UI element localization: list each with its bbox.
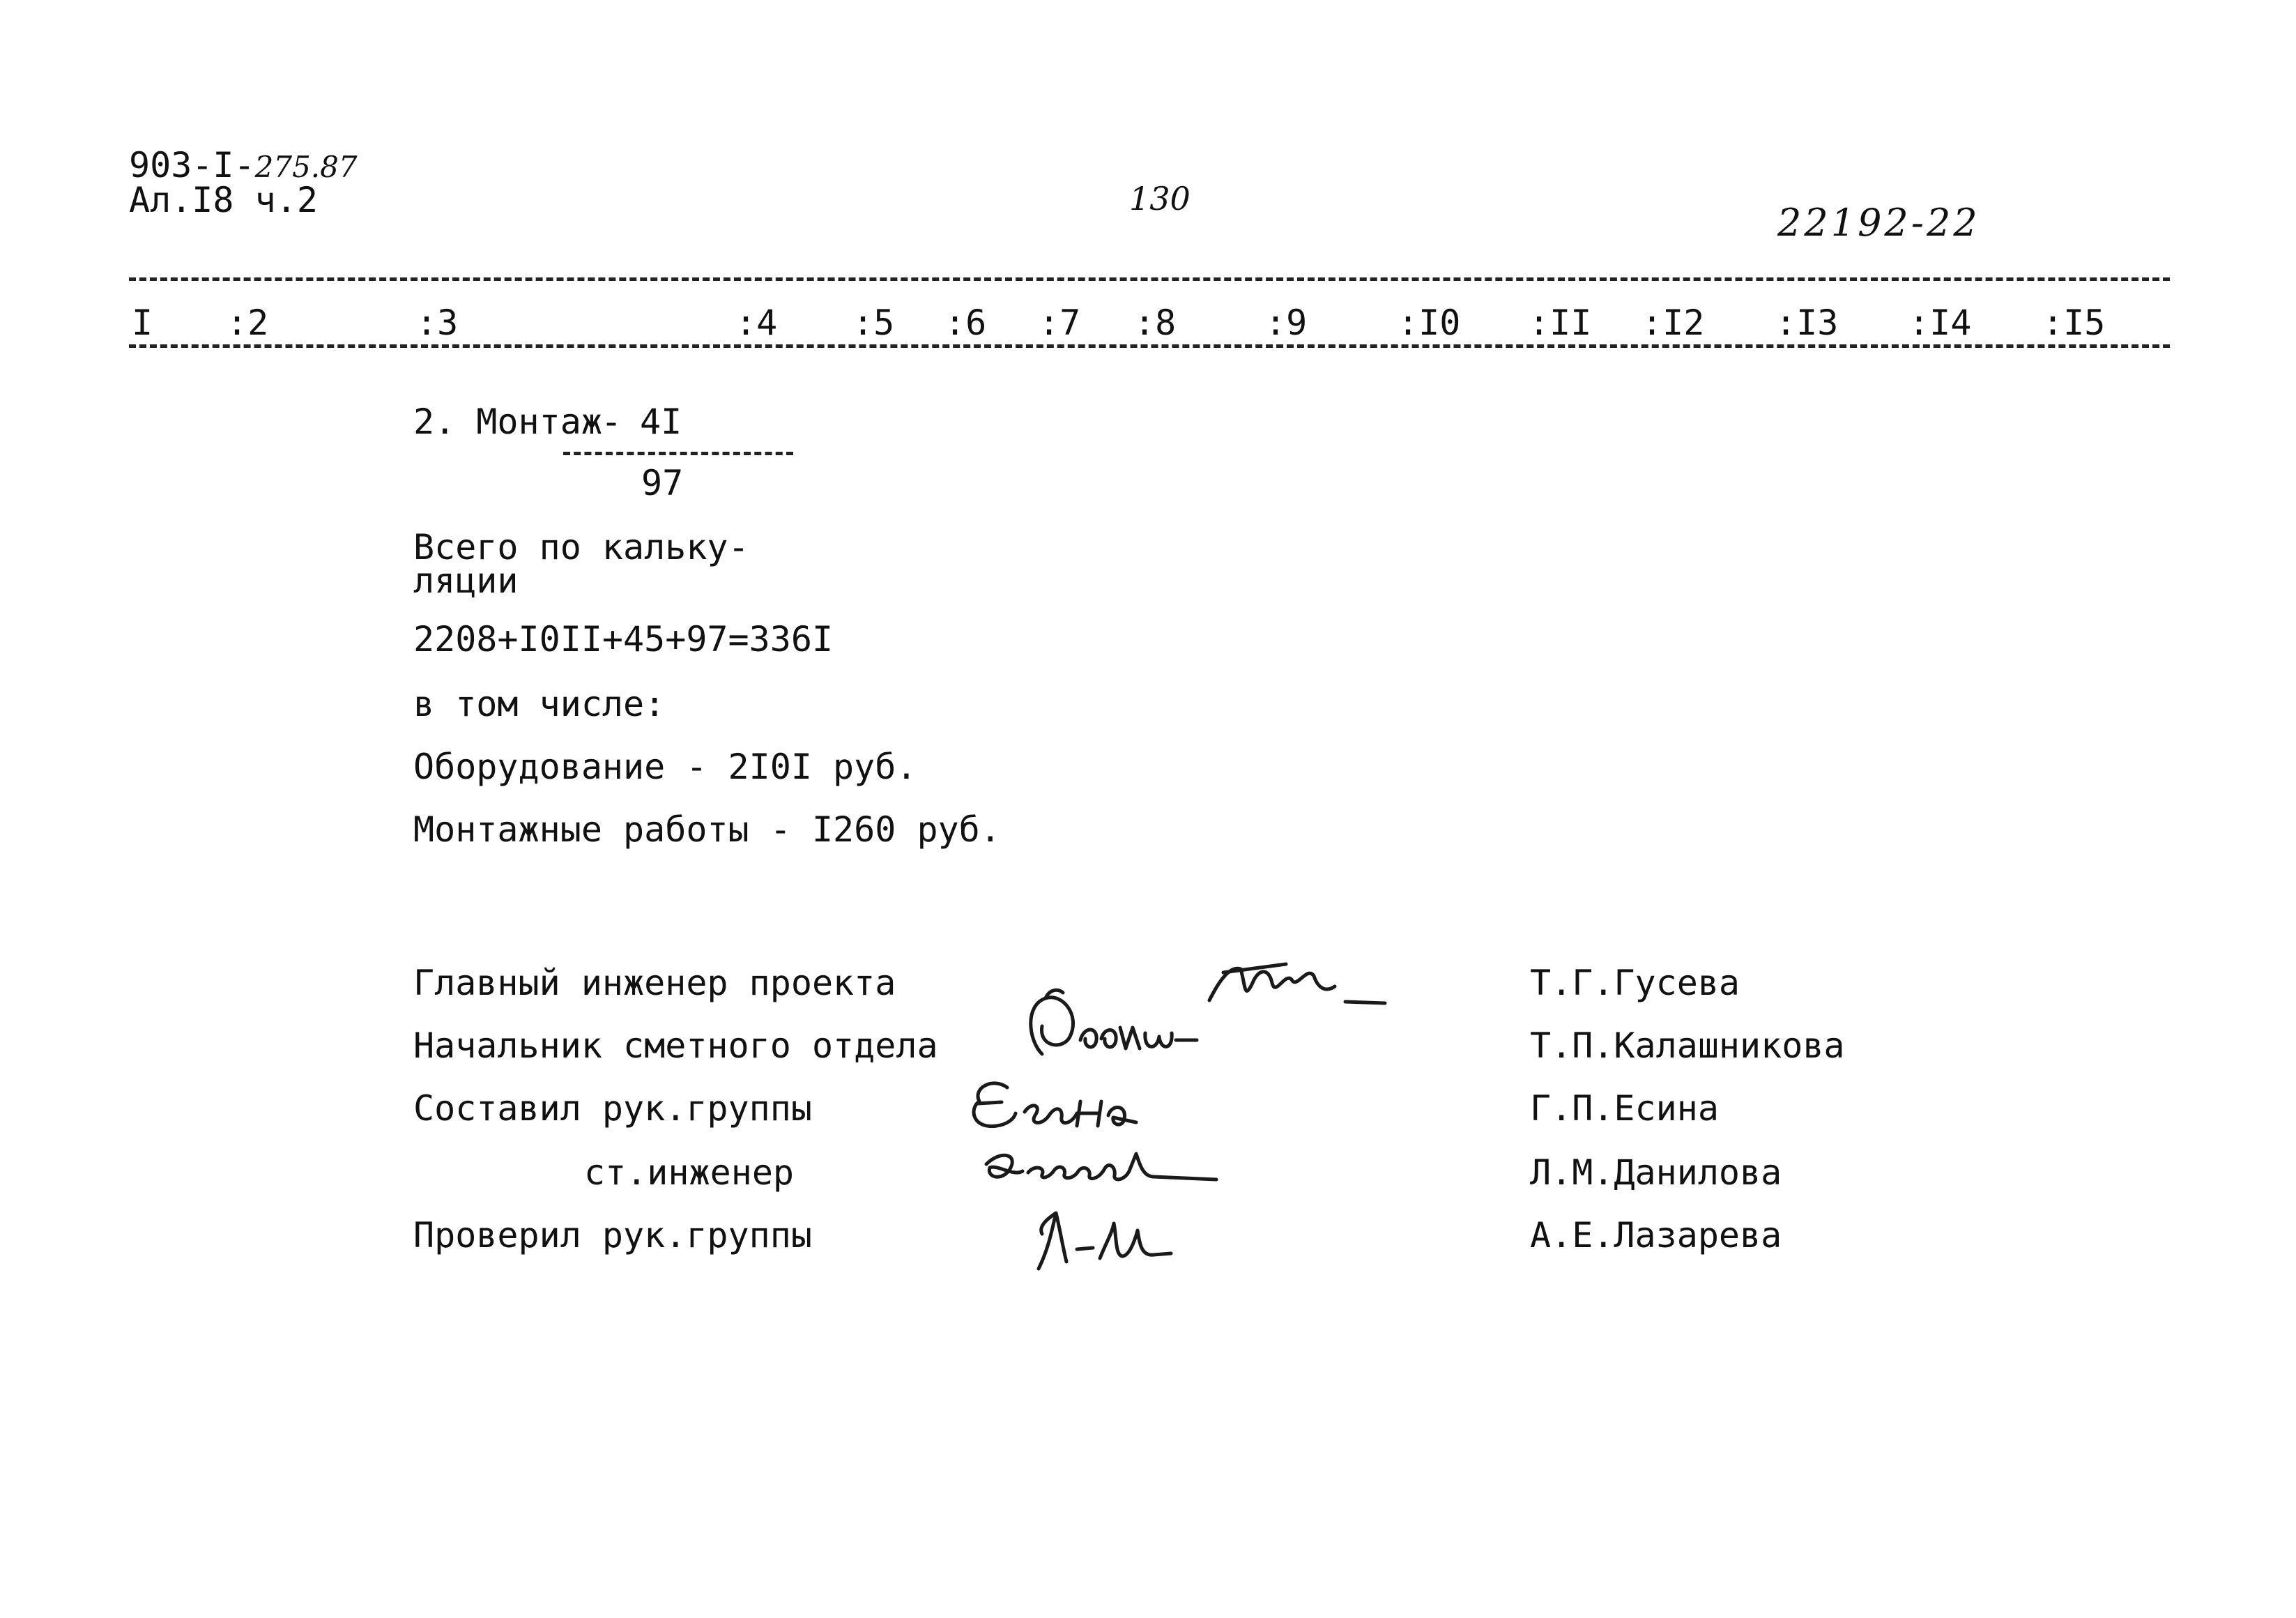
including-label: в том числе: (413, 684, 666, 724)
column-number: :7 (1039, 303, 1081, 343)
column-number: :9 (1265, 303, 1308, 343)
signature-lazareva (1025, 1206, 1178, 1276)
signature-esina (965, 1070, 1174, 1140)
column-number: :8 (1134, 303, 1177, 343)
column-number: :3 (416, 303, 459, 343)
signer-title: Составил рук.группы (413, 1088, 812, 1129)
signer-name: А.Е.Лазарева (1530, 1215, 1782, 1256)
album-part: Ал.I8 ч.2 (129, 180, 318, 220)
installation-line: Монтажные работы - I260 руб. (413, 809, 1001, 850)
column-number: :4 (735, 303, 778, 343)
signer-name: Г.П.Есина (1530, 1088, 1719, 1129)
signer-title: ст.инженер (584, 1152, 795, 1193)
column-number: I (132, 303, 153, 343)
total-formula: 2208+I0II+45+97=336I (413, 619, 834, 659)
signer-title: Начальник сметного отдела (413, 1025, 938, 1066)
signer-title: Главный инженер проекта (413, 963, 896, 1003)
column-number: :6 (944, 303, 987, 343)
signature-danilova (979, 1143, 1230, 1192)
document-code-handwritten: 275.87 (254, 150, 358, 184)
column-number: :I5 (2042, 303, 2106, 343)
column-number: :I2 (1641, 303, 1705, 343)
montazh-dash: - (601, 402, 622, 442)
header-bottom-rule (129, 344, 2170, 348)
signature-kalashnikova (1014, 984, 1237, 1068)
column-number: :I4 (1908, 303, 1972, 343)
signer-name: Т.П.Калашникова (1530, 1025, 1845, 1066)
document-code-printed: 903-I- (129, 145, 255, 185)
total-label-line2: ляции (413, 560, 519, 601)
column-number: :2 (227, 303, 269, 343)
signer-name: Л.М.Данилова (1530, 1152, 1782, 1193)
column-number: :II (1529, 303, 1592, 343)
signer-title: Проверил рук.группы (413, 1215, 812, 1256)
equipment-line: Оборудование - 2I0I руб. (413, 747, 917, 787)
signer-name: Т.Г.Гусева (1530, 963, 1740, 1003)
montazh-label: 2. Монтаж (413, 402, 602, 442)
column-number: :I3 (1775, 303, 1839, 343)
document-code (129, 145, 358, 185)
montazh-numerator: 4I (640, 402, 682, 442)
montazh-denominator: 97 (641, 463, 684, 503)
total-label-line1: Всего по кальку- (413, 527, 749, 567)
page-number: 130 (1129, 180, 1191, 217)
column-number: :I0 (1398, 303, 1461, 343)
top-rule (129, 277, 2170, 281)
fraction-bar (563, 452, 793, 455)
inventory-number: 22192-22 (1777, 201, 1980, 245)
column-number: :5 (852, 303, 895, 343)
